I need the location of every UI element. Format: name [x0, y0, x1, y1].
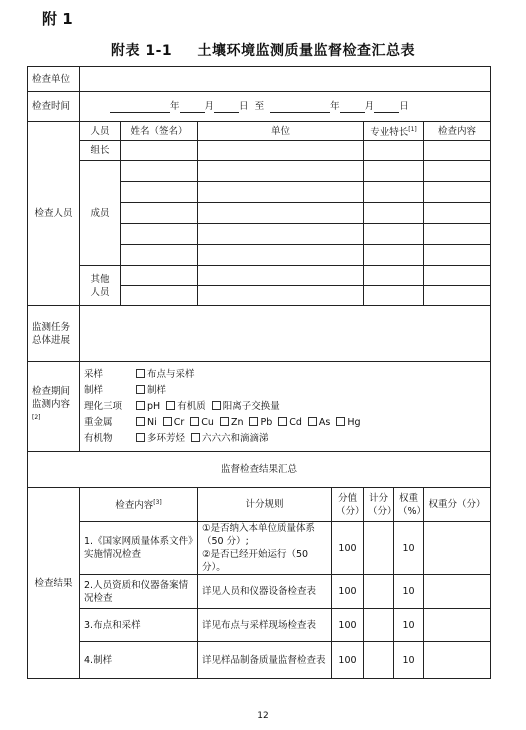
cell[interactable]: [198, 141, 364, 161]
content-row-physchem: 理化三项 pH 有机质 阳离子交换量: [84, 399, 486, 415]
checkbox-item[interactable]: Cr: [163, 415, 185, 431]
result-rule: ①是否纳入本单位质量体系（50 分）; ②是否已经开始运行（50 分）。: [198, 522, 332, 575]
cell[interactable]: [364, 203, 424, 224]
cell[interactable]: [364, 245, 424, 266]
col-name: 姓名（签名）: [121, 122, 198, 141]
col-role: 人员: [80, 122, 121, 141]
checkbox-item[interactable]: Zn: [220, 415, 244, 431]
inspection-summary-table: [27, 66, 491, 679]
page-title: [0, 40, 526, 60]
checkbox-item[interactable]: Cd: [278, 415, 302, 431]
summary-title: 监督检查结果汇总: [28, 452, 491, 488]
progress-value[interactable]: [80, 306, 491, 362]
col-max: 分值（分）: [332, 488, 364, 522]
cell[interactable]: [364, 182, 424, 203]
checkbox-item[interactable]: 阳离子交换量: [212, 399, 280, 415]
col-specialty: 专业特长[1]: [364, 122, 424, 141]
col-unit: 单位: [198, 122, 364, 141]
content-row-metals: 重金属 Ni Cr Cu Zn Pb Cd As Hg: [84, 415, 486, 431]
cell[interactable]: [198, 245, 364, 266]
content-row-sampling: 采样 布点与采样: [84, 367, 486, 383]
result-score[interactable]: [364, 642, 394, 679]
cell[interactable]: [121, 286, 198, 306]
cell[interactable]: [424, 141, 491, 161]
result-item: 2.人员资质和仪器备案情况检查: [80, 575, 198, 609]
result-rule: 详见样品制备质量监督检查表: [198, 642, 332, 679]
result-weighted[interactable]: [424, 522, 491, 575]
start-day-blank[interactable]: [214, 101, 239, 113]
progress-label: 监测任务总体进展: [28, 306, 80, 362]
checkbox-item[interactable]: Cu: [190, 415, 214, 431]
cell[interactable]: [198, 286, 364, 306]
cell[interactable]: [198, 203, 364, 224]
checkbox-item[interactable]: As: [308, 415, 330, 431]
checkbox-item[interactable]: 制样: [136, 383, 166, 399]
checkbox-item[interactable]: 有机质: [166, 399, 206, 415]
checkbox-item[interactable]: 六六六和滴滴涕: [191, 431, 269, 447]
cell[interactable]: [121, 245, 198, 266]
result-max: 100: [332, 522, 364, 575]
checkbox-item[interactable]: 多环芳烃: [136, 431, 185, 447]
cell[interactable]: [121, 141, 198, 161]
cell[interactable]: [424, 224, 491, 245]
result-item: 4.制样: [80, 642, 198, 679]
other-label: 其他人员: [80, 266, 121, 306]
start-month-blank[interactable]: [180, 101, 205, 113]
cell[interactable]: [364, 266, 424, 286]
cell[interactable]: [364, 224, 424, 245]
cell[interactable]: [424, 286, 491, 306]
cell[interactable]: [121, 203, 198, 224]
time-label: 检查时间: [28, 92, 80, 122]
cell[interactable]: [364, 286, 424, 306]
result-weight: 10: [394, 642, 424, 679]
appendix-label: 附 1: [42, 10, 73, 28]
col-content: 检查内容: [424, 122, 491, 141]
checkbox-item[interactable]: pH: [136, 399, 160, 415]
result-weighted[interactable]: [424, 575, 491, 609]
col-rule: 计分规则: [198, 488, 332, 522]
content-row-organics: 有机物 多环芳烃 六六六和滴滴涕: [84, 431, 486, 447]
cell[interactable]: [364, 161, 424, 182]
result-rule: 详见人员和仪器设备检查表: [198, 575, 332, 609]
end-year-blank[interactable]: [270, 101, 330, 113]
content-row-prep: 制样 制样: [84, 383, 486, 399]
leader-label: 组长: [80, 141, 121, 161]
result-max: 100: [332, 609, 364, 642]
time-value[interactable]: 年 月 日 至 年 月 日: [80, 92, 491, 122]
result-item: 3.布点和采样: [80, 609, 198, 642]
cell[interactable]: [424, 203, 491, 224]
result-score[interactable]: [364, 575, 394, 609]
unit-value[interactable]: [80, 67, 491, 92]
table-number: 附表 1-1: [110, 43, 173, 59]
result-max: 100: [332, 642, 364, 679]
checkbox-item[interactable]: Ni: [136, 415, 157, 431]
end-month-blank[interactable]: [340, 101, 365, 113]
results-label: 检查结果: [28, 488, 80, 679]
result-score[interactable]: [364, 609, 394, 642]
result-item: 1.《国家网质量体系文件》实施情况检查: [80, 522, 198, 575]
cell[interactable]: [121, 182, 198, 203]
result-weight: 10: [394, 575, 424, 609]
result-rule: 详见布点与采样现场检查表: [198, 609, 332, 642]
personnel-label: 检查人员: [28, 122, 80, 306]
col-weighted: 权重分（分）: [424, 488, 491, 522]
cell[interactable]: [121, 266, 198, 286]
content-label: 检查期间监测内容 [2]: [28, 362, 80, 452]
result-weighted[interactable]: [424, 642, 491, 679]
cell[interactable]: [121, 161, 198, 182]
cell[interactable]: [424, 245, 491, 266]
start-year-blank[interactable]: [110, 101, 170, 113]
cell[interactable]: [198, 266, 364, 286]
members-label: 成员: [80, 161, 121, 266]
col-weight: 权重（%）: [394, 488, 424, 522]
table-title: 土壤环境监测质量监督检查汇总表: [197, 43, 416, 59]
result-weight: 10: [394, 522, 424, 575]
checkbox-item[interactable]: Hg: [336, 415, 360, 431]
cell[interactable]: [198, 224, 364, 245]
unit-label: 检查单位: [28, 67, 80, 92]
col-item: 检查内容[3]: [80, 488, 198, 522]
page-number: 12: [257, 711, 269, 721]
result-weight: 10: [394, 609, 424, 642]
content-options: [80, 362, 491, 452]
checkbox-item[interactable]: 布点与采样: [136, 367, 195, 383]
cell[interactable]: [364, 141, 424, 161]
result-max: 100: [332, 575, 364, 609]
cell[interactable]: [424, 266, 491, 286]
col-score: 计分（分）: [364, 488, 394, 522]
cell[interactable]: [121, 224, 198, 245]
checkbox-item[interactable]: Pb: [249, 415, 272, 431]
end-day-blank[interactable]: [374, 101, 399, 113]
cell[interactable]: [198, 182, 364, 203]
cell[interactable]: [424, 182, 491, 203]
result-score[interactable]: [364, 522, 394, 575]
result-weighted[interactable]: [424, 609, 491, 642]
cell[interactable]: [424, 161, 491, 182]
cell[interactable]: [198, 161, 364, 182]
